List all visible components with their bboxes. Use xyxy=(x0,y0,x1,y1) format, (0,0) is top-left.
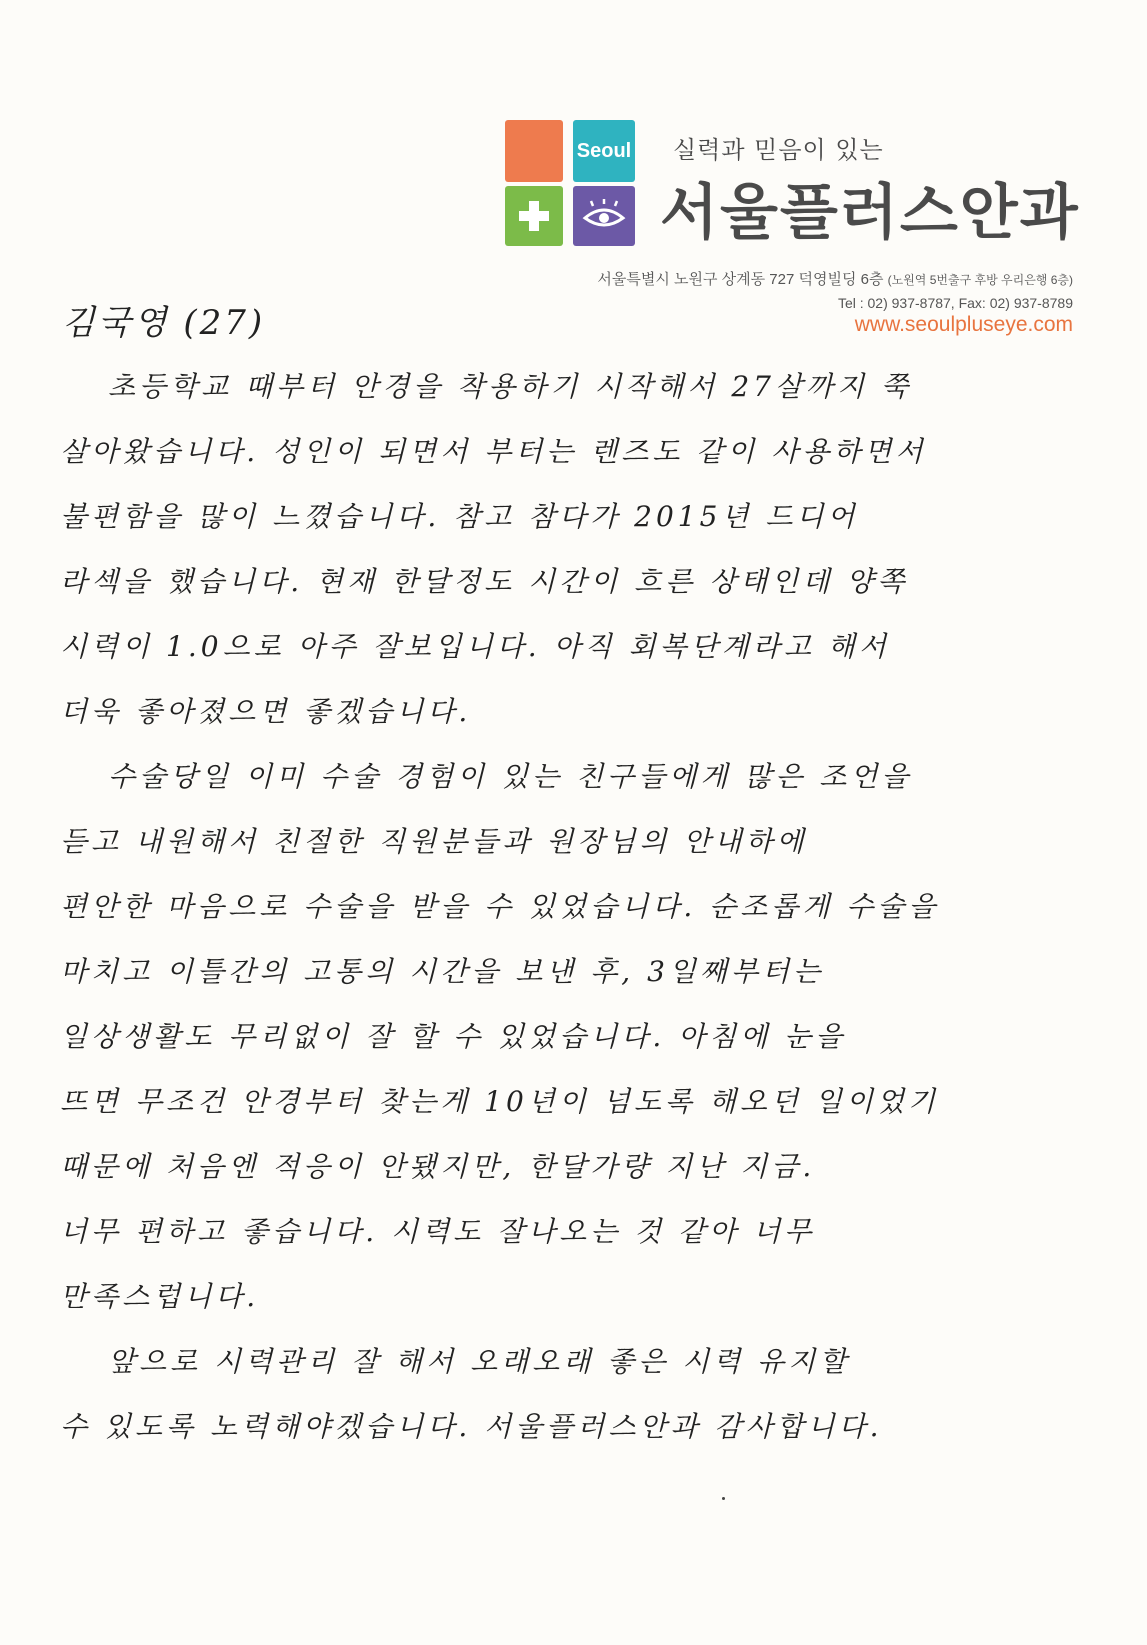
letter-author: 김국영 (27) xyxy=(62,303,266,343)
logo-text: Seoul xyxy=(576,139,632,162)
eye-icon xyxy=(581,198,627,234)
clinic-address-note: (노원역 5번출구 후방 우리은행 6층) xyxy=(887,273,1073,287)
letter-line: 일상생활도 무리없이 잘 할 수 있었습니다. 아침에 눈을 xyxy=(60,1020,847,1053)
letter-line: 살아왔습니다. 성인이 되면서 부터는 렌즈도 같이 사용하면서 xyxy=(60,435,927,468)
clinic-address: 서울특별시 노원구 상계동 727 덕영빌딩 6층 xyxy=(597,271,884,288)
letter-line: 수 있도록 노력해야겠습니다. 서울플러스안과 감사합니다. xyxy=(60,1410,883,1443)
letter-line: 초등학교 때부터 안경을 착용하기 시작해서 27살까지 쭉 xyxy=(108,370,913,403)
plus-icon xyxy=(517,199,551,233)
clinic-website[interactable]: www.seoulpluseye.com xyxy=(854,313,1073,336)
letter-line: 편안한 마음으로 수술을 받을 수 있었습니다. 순조롭게 수술을 xyxy=(60,890,940,923)
clinic-logo xyxy=(505,120,635,246)
logo-purple-square xyxy=(573,186,635,246)
letter-line: 수술당일 이미 수술 경험이 있는 친구들에게 많은 조언을 xyxy=(108,760,913,793)
letter-line: 시력이 1.0으로 아주 잘보입니다. 아직 회복단계라고 해서 xyxy=(60,630,890,663)
letter-line: 너무 편하고 좋습니다. 시력도 잘나오는 것 같아 너무 xyxy=(60,1215,816,1248)
clinic-address-line xyxy=(597,268,1073,289)
letter-line: 뜨면 무조건 안경부터 찾는게 10년이 넘도록 해오던 일이었기 xyxy=(60,1085,940,1118)
logo-seoul-square xyxy=(573,120,635,182)
letter-line: 불편함을 많이 느꼈습니다. 참고 참다가 2015년 드디어 xyxy=(60,500,859,533)
clinic-tagline: 실력과 믿음이 있는 xyxy=(673,136,884,164)
logo-green-square xyxy=(505,186,563,246)
letter-line: 만족스럽니다. xyxy=(60,1280,260,1313)
letter-line: 듣고 내원해서 친절한 직원분들과 원장님의 안내하에 xyxy=(60,825,808,858)
logo-orange-square xyxy=(505,120,563,182)
clinic-name: 서울플러스안과 xyxy=(660,178,1080,248)
letter-line: 때문에 처음엔 적응이 안됐지만, 한달가량 지난 지금. xyxy=(60,1150,816,1183)
handwritten-letter xyxy=(60,292,1090,1459)
letter-line: 마치고 이틀간의 고통의 시간을 보낸 후, 3일째부터는 xyxy=(60,955,825,988)
letter-line: 라섹을 했습니다. 현재 한달정도 시간이 흐른 상태인데 양쪽 xyxy=(60,565,909,598)
scan-speck xyxy=(722,1497,725,1500)
letter-line: 앞으로 시력관리 잘 해서 오래오래 좋은 시력 유지할 xyxy=(108,1345,851,1378)
letter-line: 더욱 좋아졌으면 좋겠습니다. xyxy=(60,695,472,728)
clinic-tel-fax: Tel : 02) 937-8787, Fax: 02) 937-8789 xyxy=(837,295,1073,311)
